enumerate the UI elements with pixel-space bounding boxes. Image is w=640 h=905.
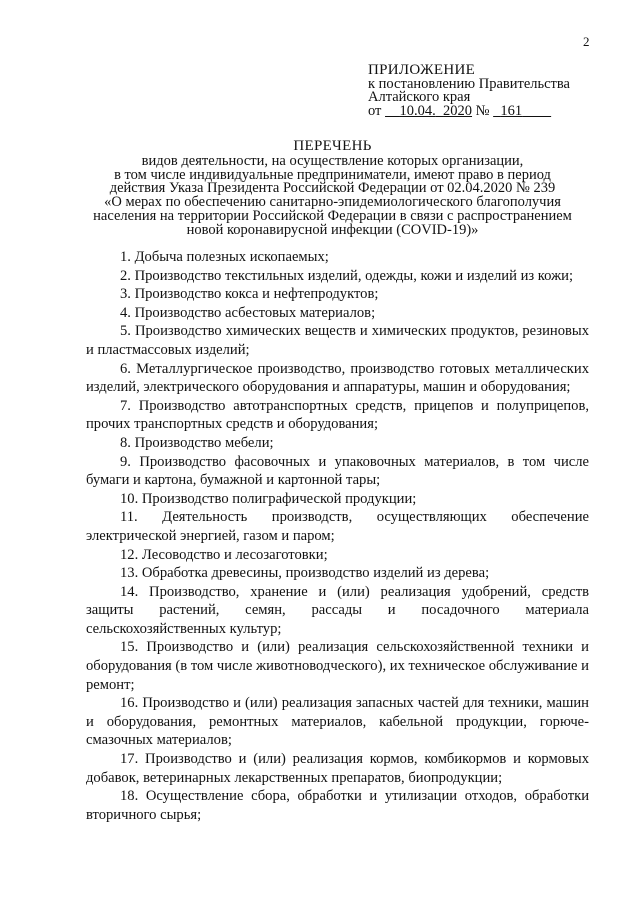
heading-line: новой коронавирусной инфекции (COVID-19)» [186,221,479,238]
appendix-block [368,64,570,118]
list-item: 8. Производство мебели; [120,434,274,451]
list-item: 16. Производство и (или) реализация запасных частей для техники, машин и оборудования, ремонтных материалов, кабельной продукции, горюче-смазочных материалов; [86,695,589,749]
list-item: 3. Производство кокса и нефтепродуктов; [120,286,379,303]
list-item: 18. Осуществление сбора, обработки и утилизации отходов, обработки вторичного сырья; [86,788,589,823]
list-item: 6. Металлургическое производство, производство готовых металлических изделий, электрического оборудования и аппаратуры, машин и оборудования; [86,360,589,396]
list-heading [60,140,605,238]
list-item: 15. Производство и (или) реализация сельскохозяйственной техники и оборудования (в том числе животноводческого), их техническое обслуживание и ремонт; [86,639,589,693]
list-item: 5. Производство химических веществ и химических продуктов, резиновых и пластмассовых изделий; [86,323,589,358]
document-number-value: 161 [500,102,523,119]
list-item: 12. Лесоводство и лесозаготовки; [120,546,328,563]
list-item: 13. Обработка древесины, производство изделий из дерева; [120,565,490,582]
heading-line: видов деятельности, на осуществление которых организации, [141,152,524,169]
document-number [493,103,551,119]
list-item: 17. Производство и (или) реализация кормов, комбикормов и кормовых добавок, ветеринарных лекарственных препаратов, биопродукции; [86,751,589,786]
heading-title: ПЕРЕЧЕНЬ [293,138,372,154]
list-item: 14. Производство, хранение и (или) реализация удобрений, средств защиты растений, семян, рассады и посадочного материала сельскохозяйственных культур; [86,583,589,637]
heading-line: населения на территории Российской Федерации в связи с распространением [93,207,572,224]
appendix-line-2: Алтайского края [368,89,471,105]
date-prefix: от [368,102,382,119]
list-item: 4. Производство асбестовых материалов; [120,304,376,321]
appendix-date-line [368,102,570,119]
appendix-line-1: к постановлению Правительства [368,75,570,92]
heading-line: в том числе индивидуальные предприниматели, имеют право в период [114,166,551,183]
list-item: 10. Производство полиграфической продукции; [120,490,417,507]
list-item: 1. Добыча полезных ископаемых; [120,249,329,265]
list-item: 7. Производство автотранспортных средств, прицепов и полуприцепов, прочих транспортных средств и оборудования; [86,397,589,433]
date-year: 2020 [443,102,473,119]
heading-line: «О мерах по обеспечению санитарно-эпидемиологического благополучия [104,194,561,211]
list-item: 9. Производство фасовочных и упаковочных материалов, в том числе бумаги и картона, бумажной и картонной тары; [86,453,589,489]
list-item: 11. Деятельность производств, осуществляющих обеспечение электрической энергией, газом и паром; [86,509,589,544]
page-number: 2 [583,34,590,49]
appendix-title: ПРИЛОЖЕНИЕ [368,62,476,78]
list-item: 2. Производство текстильных изделий, одежды, кожи и изделий из кожи; [120,267,574,284]
date-day-month: 10.04. [399,102,436,119]
number-sign: № [475,102,490,119]
activity-list [86,248,589,824]
date-value [385,103,472,119]
heading-line: действия Указа Президента Российской Федерации от 02.04.2020 № 239 [109,180,556,197]
